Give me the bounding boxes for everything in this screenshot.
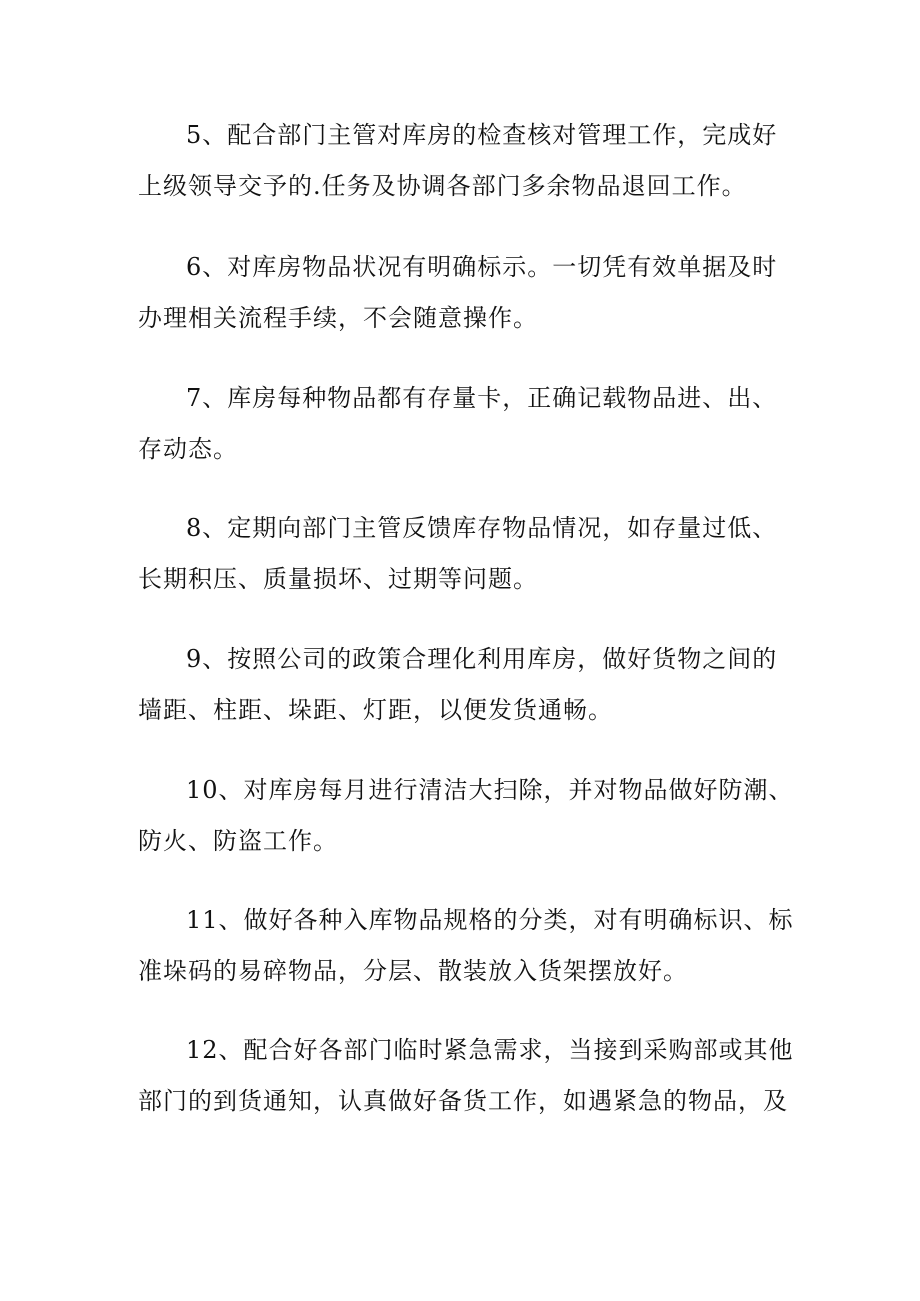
paragraph-item-8: 8、定期向部门主管反馈库存物品情况，如存量过低、长期积压、质量损坏、过期等问题。 xyxy=(138,514,778,593)
paragraph-item-5: 5、配合部门主管对库房的检查核对管理工作，完成好上级领导交予的.任务及协调各部门多余物品退回工作。 xyxy=(138,121,778,200)
paragraph-item-12: 12、配合好各部门临时紧急需求，当接到采购部或其他部门的到货通知，认真做好备货工作，如遇紧急的物品，及 xyxy=(138,1036,794,1115)
paragraph-item-6: 6、对库房物品状况有明确标示。一切凭有效单据及时办理相关流程手续，不会随意操作。 xyxy=(138,253,778,332)
paragraph-item-10: 10、对库房每月进行清洁大扫除，并对物品做好防潮、防火、防盗工作。 xyxy=(138,776,794,855)
paragraph-item-9: 9、按照公司的政策合理化利用库房，做好货物之间的墙距、柱距、垛距、灯距，以便发货通畅。 xyxy=(138,645,778,724)
paragraph-item-11: 11、做好各种入库物品规格的分类，对有明确标识、标准垛码的易碎物品，分层、散装放入货架摆放好。 xyxy=(138,906,794,985)
paragraph-item-7: 7、库房每种物品都有存量卡，正确记载物品进、出、存动态。 xyxy=(138,384,778,463)
